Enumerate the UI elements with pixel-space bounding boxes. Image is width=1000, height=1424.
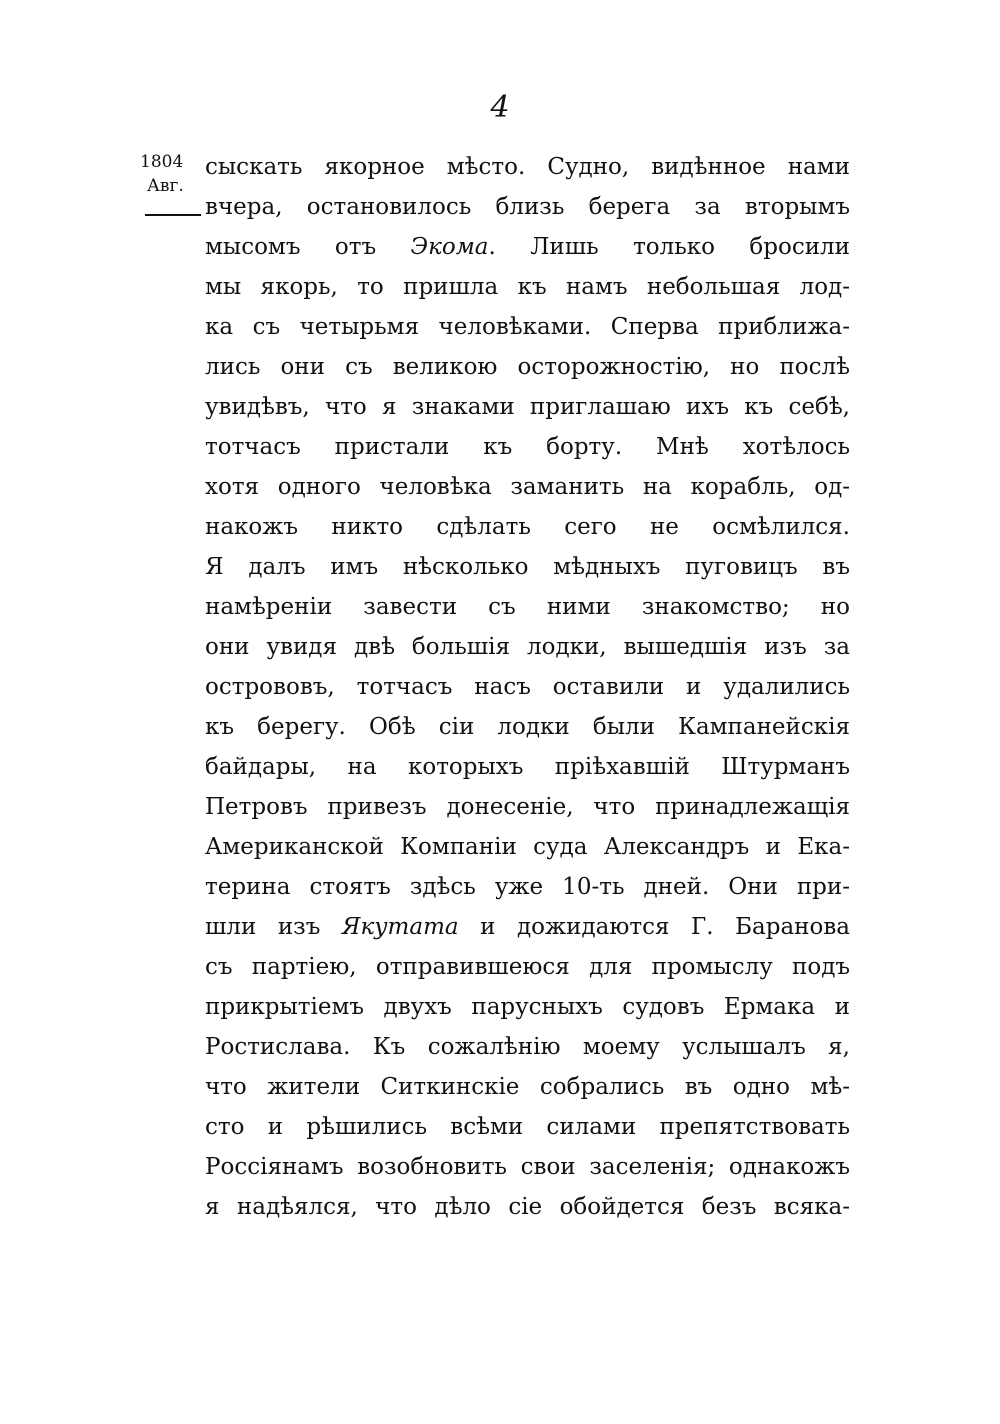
text-body bbox=[205, 147, 850, 1227]
text-line: накожъ никто сдѣлать сего не осмѣлился. bbox=[205, 514, 850, 540]
text-line: шли изъ Якутата и дожидаются Г. Баранова bbox=[205, 914, 850, 940]
text-line: увидѣвъ, что я знаками приглашаю ихъ къ себѣ, bbox=[205, 394, 850, 420]
italic-name: Якутата bbox=[341, 914, 459, 940]
text-line: къ берегу. Обѣ сіи лодки были Кампанейскія bbox=[205, 714, 850, 740]
text-line: байдары, на которыхъ пріѣхавшій Штурманъ bbox=[205, 754, 850, 780]
margin-year: 1804 bbox=[140, 152, 184, 172]
text-line: ка съ четырьмя человѣками. Сперва приближа- bbox=[205, 314, 850, 340]
text-line: сто и рѣшились всѣми силами препятствовать bbox=[205, 1114, 850, 1140]
text-line: Я далъ имъ нѣсколько мѣдныхъ пуговицъ въ bbox=[205, 554, 850, 580]
text-line: островoвъ, тотчасъ насъ оставили и удалились bbox=[205, 674, 850, 700]
text-line: тотчасъ пристали къ борту. Мнѣ хотѣлось bbox=[205, 434, 850, 460]
page-number: 4 bbox=[490, 90, 510, 125]
italic-name: Экома bbox=[410, 234, 489, 260]
text-line: я надѣялся, что дѣло сіе обойдется безъ всяка- bbox=[205, 1194, 850, 1220]
text-line: Ростислава. Къ сожалѣнію моему услышалъ я, bbox=[205, 1034, 850, 1060]
text-line: съ партіею, отправившеюся для промыслу подъ bbox=[205, 954, 850, 980]
text-line: они увидя двѣ большія лодки, вышедшія изъ за bbox=[205, 634, 850, 660]
text-line: мы якорь, то пришла къ намъ небольшая лод- bbox=[205, 274, 850, 300]
text-line: Россіянамъ возобновить свои заселенія; однакожъ bbox=[205, 1154, 850, 1180]
text-line: что жители Ситкинскіе собрались въ одно мѣ- bbox=[205, 1074, 850, 1100]
text-line: сыскать якорное мѣсто. Судно, видѣнное нами bbox=[205, 154, 850, 180]
text-line: Петровъ привезъ донесеніе, что принадлежащія bbox=[205, 794, 850, 820]
text-line: вчера, остановилось близь берега за вторымъ bbox=[205, 194, 850, 220]
text-line: терина стоятъ здѣсь уже 10-ть дней. Они при- bbox=[205, 874, 850, 900]
margin-month: Авг. bbox=[147, 176, 184, 196]
text-line: лись они съ великою осторожностію, но послѣ bbox=[205, 354, 850, 380]
text-line: прикрытіемъ двухъ парусныхъ судовъ Ермака и bbox=[205, 994, 850, 1020]
text-line: Американской Компаніи суда Александръ и Ека- bbox=[205, 834, 850, 860]
margin-rule bbox=[145, 214, 201, 216]
text-line: намѣреніи завести съ ними знакомство; но bbox=[205, 594, 850, 620]
text-line: хотя одного человѣка заманить на корабль, од- bbox=[205, 474, 850, 500]
text-line: мысомъ отъ Экома. Лишь только бросили bbox=[205, 234, 850, 260]
